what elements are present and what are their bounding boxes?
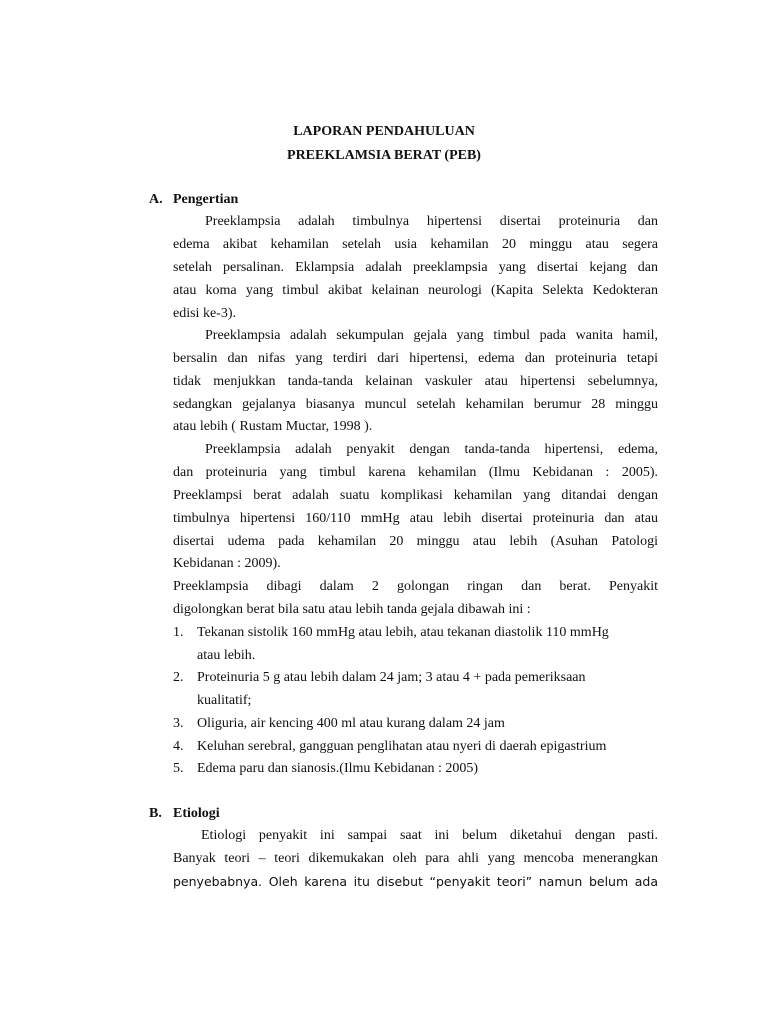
- paragraph-line: timbulnya hipertensi 160/110 mmHg atau lebih disertai proteinuria dan atau: [173, 511, 658, 526]
- paragraph-line: tidak menjukkan tanda-tanda kelainan vaskuler atau hipertensi sebelumnya,: [173, 374, 658, 389]
- list-item: [173, 739, 658, 755]
- section-b-heading: [149, 806, 220, 822]
- paragraph-line: disertai udema pada kehamilan 20 minggu atau lebih (Asuhan Patologi: [173, 534, 658, 549]
- paragraph-line: Preeklampsi berat adalah suatu komplikasi kehamilan yang ditandai dengan: [173, 488, 658, 503]
- paragraph-line: sedangkan gejalanya biasanya muncul setelah kehamilan berumur 28 minggu: [173, 397, 658, 412]
- paragraph-line: edisi ke-3).: [173, 306, 236, 321]
- document-subtitle: PREEKLAMSIA BERAT (PEB): [287, 148, 481, 163]
- paragraph-line: setelah persalinan. Eklampsia adalah preeklampsia yang disertai kejang dan: [173, 260, 658, 275]
- list-text: Oliguria, air kencing 400 ml atau kurang dalam 24 jam: [197, 716, 505, 731]
- list-text: Proteinuria 5 g atau lebih dalam 24 jam; 3 atau 4 + pada pemeriksaan: [197, 670, 586, 685]
- paragraph-line: Preeklampsia dibagi dalam 2 golongan ringan dan berat. Penyakit: [173, 579, 658, 594]
- paragraph-line: atau koma yang timbul akibat kelainan neurologi (Kapita Selekta Kedokteran: [173, 283, 658, 298]
- paragraph-line: atau lebih ( Rustam Muctar, 1998 ).: [173, 419, 373, 434]
- list-number: 2.: [173, 670, 184, 685]
- section-a-title: Pengertian: [173, 192, 239, 207]
- section-b-marker: B.: [149, 806, 162, 821]
- list-number: 3.: [173, 716, 184, 731]
- list-item: [173, 625, 658, 641]
- list-number: 5.: [173, 761, 184, 776]
- paragraph-line: dan proteinuria yang timbul karena kehamilan (Ilmu Kebidanan : 2005).: [173, 465, 658, 480]
- paragraph-line: Preeklampsia adalah sekumpulan gejala yang timbul pada wanita hamil,: [205, 328, 658, 343]
- list-number: 4.: [173, 739, 184, 754]
- list-text: Keluhan serebral, gangguan penglihatan atau nyeri di daerah epigastrium: [197, 739, 607, 754]
- document-title: LAPORAN PENDAHULUAN: [293, 124, 475, 139]
- list-item: [173, 670, 658, 686]
- list-item-continuation: atau lebih.: [197, 648, 256, 663]
- paragraph-line: Kebidanan : 2009).: [173, 556, 281, 571]
- paragraph-line: Preeklampsia adalah timbulnya hipertensi disertai proteinuria dan: [205, 214, 658, 229]
- paragraph-line: bersalin dan nifas yang terdiri dari hipertensi, edema dan proteinuria tetapi: [173, 351, 658, 366]
- list-text: Tekanan sistolik 160 mmHg atau lebih, atau tekanan diastolik 110 mmHg: [197, 625, 609, 640]
- list-item-continuation: kualitatif;: [197, 693, 252, 708]
- list-number: 1.: [173, 625, 184, 640]
- section-b-title: Etiologi: [173, 806, 220, 821]
- paragraph-line: penyebabnya. Oleh karena itu disebut “penyakit teori” namun belum ada: [173, 874, 658, 889]
- paragraph-line: digolongkan berat bila satu atau lebih tanda gejala dibawah ini :: [173, 602, 531, 617]
- paragraph-line: Preeklampsia adalah penyakit dengan tanda-tanda hipertensi, edema,: [205, 442, 658, 457]
- paragraph-line: edema akibat kehamilan setelah usia kehamilan 20 minggu atau segera: [173, 237, 658, 252]
- section-a-heading: [149, 192, 238, 208]
- list-item: [173, 761, 658, 777]
- section-a-marker: A.: [149, 192, 163, 207]
- list-text: Edema paru dan sianosis.(Ilmu Kebidanan : 2005): [197, 761, 479, 776]
- paragraph-line: Banyak teori – teori dikemukakan oleh para ahli yang mencoba menerangkan: [173, 851, 658, 866]
- list-item: [173, 716, 658, 732]
- paragraph-line: Etiologi penyakit ini sampai saat ini belum diketahui dengan pasti.: [201, 828, 658, 843]
